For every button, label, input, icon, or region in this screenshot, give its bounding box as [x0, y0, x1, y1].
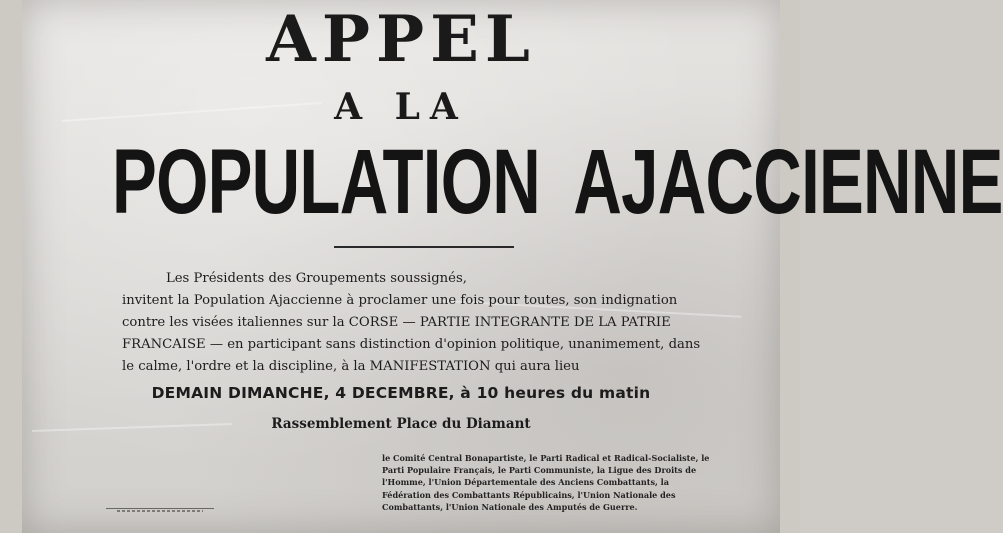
body-line: FRANCAISE — en participant sans distinction d'opinion politique, unanimement, dans	[122, 337, 701, 352]
poster-title-appel: APPEL	[266, 2, 536, 77]
body-line: contre les visées italiennes sur la CORSE — PARTIE INTEGRANTE DE LA PATRIE	[122, 315, 671, 330]
poster-title-a-la: A LA	[334, 86, 468, 128]
body-line: Les Présidents des Groupements soussignés,	[166, 271, 467, 286]
title-divider	[334, 246, 514, 248]
poster-body	[122, 268, 742, 378]
signatories: le Comité Central Bonapartiste, le Parti Radical et Radical-Socialiste, le Parti Populaire Français, le Parti Communiste, la Ligue des Droits de l'Homme, l'Union Départementale des Anciens Combattants, la Fédération des Combattants Républicains, l'Union Nationale des Combattants, l'Union Nationale des Amputés de Guerre.	[382, 453, 710, 512]
poster-title-population: POPULATION AJACCIENNE	[112, 131, 1003, 233]
printer-mark	[106, 508, 214, 515]
event-date: DEMAIN DIMANCHE, 4 DECEMBRE, à 10 heures du matin	[151, 384, 651, 402]
body-line: invitent la Population Ajaccienne à proclamer une fois pour toutes, son indignation	[122, 293, 678, 308]
event-location: Rassemblement Place du Diamant	[271, 416, 531, 432]
poster	[22, 0, 1003, 533]
body-line: le calme, l'ordre et la discipline, à la MANIFESTATION qui aura lieu	[122, 359, 580, 374]
